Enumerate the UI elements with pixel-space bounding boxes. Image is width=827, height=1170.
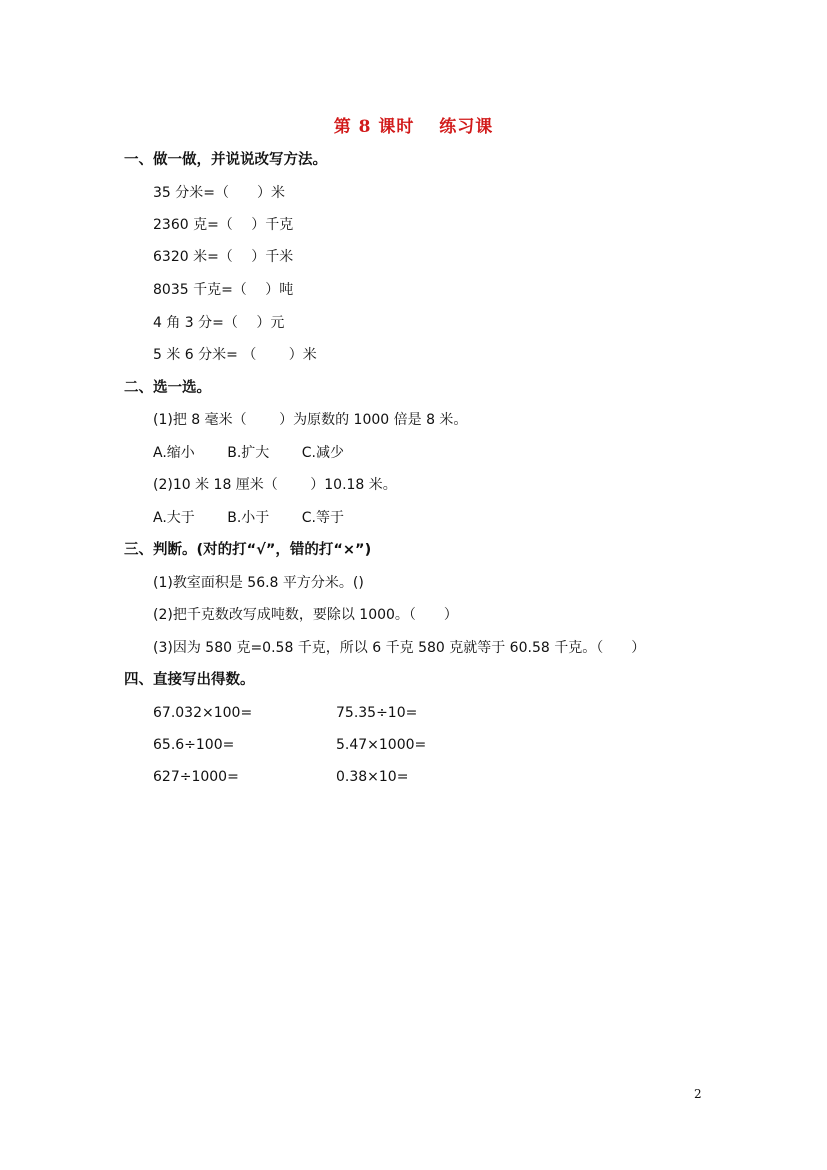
exercise-item: (2)把千克数改写成吨数，要除以 1000。（ ） [153, 607, 458, 623]
exercise-item: 2360 克=（ ）千克 [153, 217, 294, 233]
calc-item: 75.35÷10= [336, 705, 418, 721]
section-heading-1: 一、做一做，并说说改写方法。 [124, 152, 327, 168]
exercise-item: (2)10 米 18 厘米（ ）10.18 米。 [153, 477, 397, 493]
exercise-item: 4 角 3 分=（ ）元 [153, 315, 285, 331]
exercise-item: 35 分米=（ ）米 [153, 185, 285, 201]
calc-item: 0.38×10= [336, 769, 409, 785]
section-heading-2: 二、选一选。 [124, 380, 211, 396]
exercise-item: 6320 米=（ ）千米 [153, 249, 294, 265]
section-heading-3: 三、判断。(对的打“√”，错的打“×”) [124, 542, 372, 558]
choice-options: A.缩小 B.扩大 C.减少 [153, 445, 344, 461]
exercise-item: (1)把 8 毫米（ ）为原数的 1000 倍是 8 米。 [153, 412, 468, 428]
page-number: 2 [694, 1087, 702, 1101]
exercise-item: 8035 千克=（ ）吨 [153, 282, 294, 298]
calc-item: 65.6÷100= [153, 737, 235, 753]
calc-item: 627÷1000= [153, 769, 239, 785]
page-title: 第 8 课时 练习课 [333, 117, 494, 137]
section-heading-4: 四、直接写出得数。 [124, 672, 255, 688]
exercise-item: (3)因为 580 克=0.58 千克，所以 6 千克 580 克就等于 60.58 千克。（ ） [153, 640, 646, 656]
choice-options: A.大于 B.小于 C.等于 [153, 510, 344, 526]
calc-item: 67.032×100= [153, 705, 253, 721]
exercise-item: (1)教室面积是 56.8 平方分米。() [153, 575, 364, 591]
exercise-item: 5 米 6 分米= （ ）米 [153, 347, 317, 363]
calc-item: 5.47×1000= [336, 737, 427, 753]
